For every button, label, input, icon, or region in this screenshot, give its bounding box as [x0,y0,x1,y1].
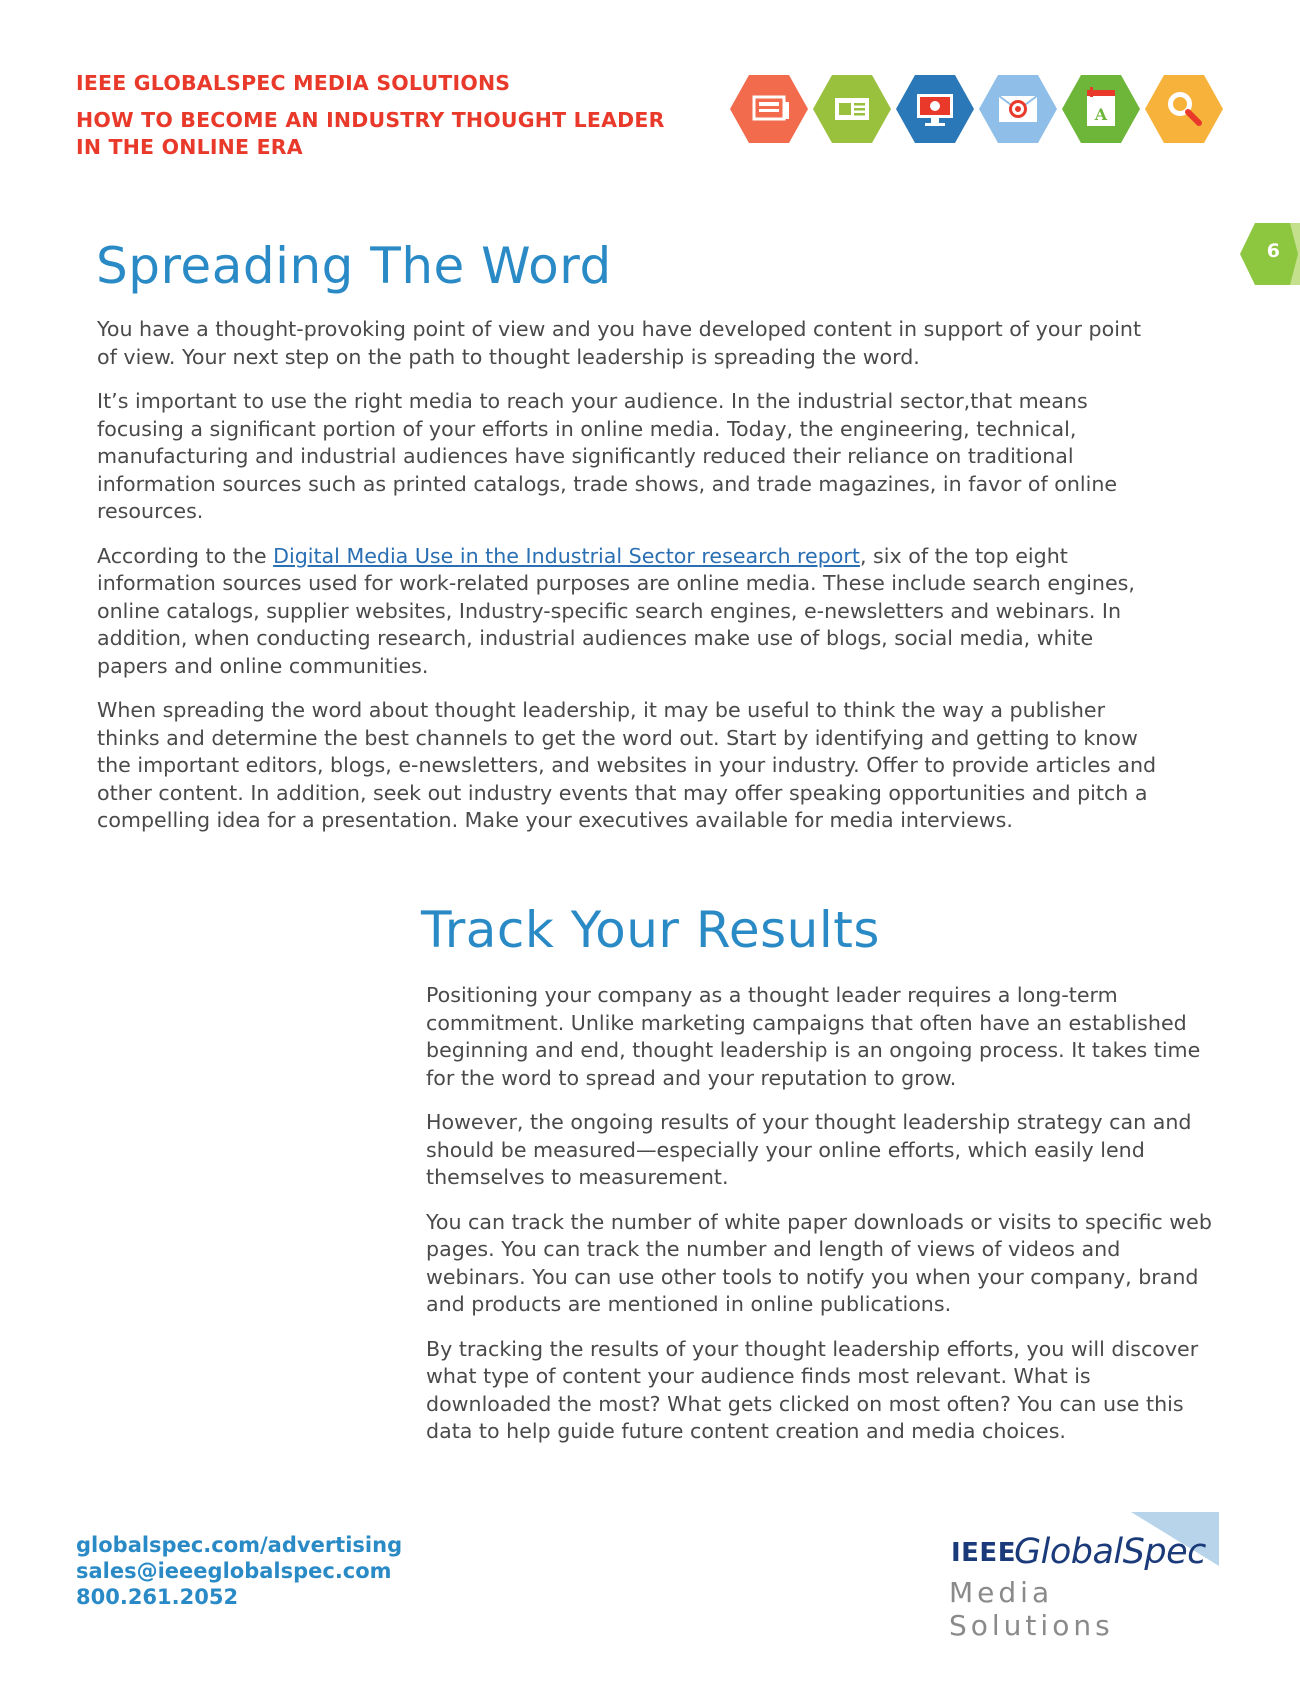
logo-media-solutions: Media Solutions [949,1576,1114,1642]
page-number: 6 [1266,240,1280,262]
logo-globalspec: GlobalSpec [1014,1532,1206,1572]
paragraph: When spreading the word about thought leadership, it may be useful to think the way a publisher thinks and determine the best channels to get the word out. Start by identifying and getting to know the important editors, blogs, e-newsletters, and websites in your industry. Offer to provide articles and other content. In addition, seek out industry events that may offer speaking opportunities and pitch a compelling idea for a presentation. Make your executives available for media interviews. [97,698,1157,832]
phone-number: 800.261.2052 [76,1585,239,1609]
paragraph: Positioning your company as a thought leader requires a long-term commitment. Unlike marketing campaigns that often have an established beginning and end, thought leadership is an ongoing process. It takes time for the word to spread and your reputation to grow. [426,983,1201,1090]
svg-text:A: A [1094,105,1108,124]
paragraph-text: , six of the top eight information sources used for work-related purposes are online media. These include search engines, online catalogs, supplier websites, Industry-specific search engines, e-newsletters and webinars. In addition, when conducting research, industrial audiences make use of blogs, social media, white papers and online communities. [97,543,1135,678]
news-icon [730,74,808,144]
research-report-link[interactable]: Digital Media Use in the Industrial Sector research report [273,543,860,568]
section-title-track: Track Your Results [421,901,880,959]
email-target-icon [979,74,1057,144]
paragraph: You can track the number of white paper downloads or visits to specific web pages. You can track the number and length of views of videos and webinars. You can use other tools to notify you when your company, brand and products are mentioned in online publications. [426,1209,1212,1316]
book-icon [1062,74,1140,144]
paragraph-text: According to the [97,543,274,568]
section-spreading-body [97,316,1167,852]
header-icon-row [730,74,1226,146]
search-icon [1145,74,1223,144]
website-link[interactable]: globalspec.com/advertising [76,1533,403,1557]
section-track-body [426,982,1216,1463]
paragraph: However, the ongoing results of your thought leadership strategy can and should be measured—especially your online efforts, which easily lend themselves to measurement. [426,1110,1192,1189]
header-brand: IEEE GLOBALSPEC MEDIA SOLUTIONS [76,71,511,95]
ieee-globalspec-logo [946,1512,1226,1642]
paragraph: By tracking the results of your thought leadership efforts, you will discover what type of content your audience finds most relevant. What is downloaded the most? What gets clicked on most often? You can use this data to help guide future content creation and media choices. [426,1336,1199,1443]
newsletter-icon [813,74,891,144]
email-link[interactable]: sales@ieeeglobalspec.com [76,1559,392,1583]
logo-ieee: IEEE [951,1538,1016,1568]
header-title-line1: HOW TO BECOME AN INDUSTRY THOUGHT LEADER [76,108,665,132]
monitor-icon [896,74,974,144]
header-title-line2: IN THE ONLINE ERA [76,135,303,159]
section-title-spreading: Spreading The Word [96,237,612,295]
document-header [76,70,696,161]
footer-contact [76,1532,402,1610]
paragraph [97,543,1167,681]
paragraph: You have a thought-provoking point of view and you have developed content in support of your point of view. Your next step on the path to thought leadership is spreading the word. [97,317,1142,369]
paragraph: It’s important to use the right media to reach your audience. In the industrial sector,that means focusing a significant portion of your efforts in online media. Today, the engineering, technical, manufacturing and industrial audiences have significantly reduced their reliance on traditional information sources such as printed catalogs, trade shows, and trade magazines, in favor of online resources. [97,389,1118,523]
